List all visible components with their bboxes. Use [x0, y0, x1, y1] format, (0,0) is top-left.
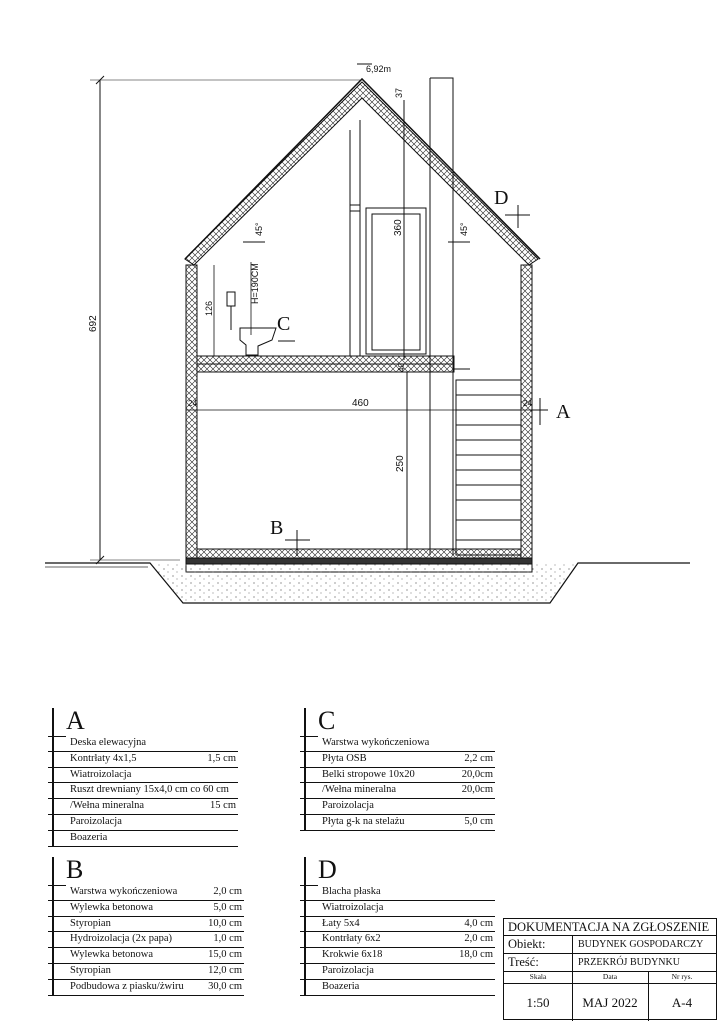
label-d: D	[494, 187, 509, 209]
legend-row: Podbudowa z piasku/żwiru 30,0 cm	[48, 980, 244, 996]
legend-row: Wylewka betonowa 5,0 cm	[48, 901, 244, 917]
legend-row: Boazeria	[48, 831, 238, 847]
drawing-number-label: Nr rys.	[671, 972, 693, 981]
legend-c	[300, 708, 495, 831]
legend-row: Warstwa wykończeniowa 2,0 cm	[48, 885, 244, 901]
legend-row: Boazeria	[300, 980, 495, 996]
legend-c-letter: C	[300, 708, 495, 736]
left-wall	[186, 265, 197, 558]
legend-row: Ruszt drewniany 15x4,0 cm co 60 cm	[48, 783, 238, 799]
content-label: Treść:	[508, 955, 539, 969]
right-wall	[521, 265, 532, 558]
title-block	[503, 918, 717, 1020]
label-b: B	[270, 517, 284, 539]
legend-row: /Wełna mineralna 15 cm	[48, 799, 238, 815]
scale-value: 1:50	[526, 995, 550, 1010]
object-label: Obiekt:	[508, 937, 546, 951]
legend-row: /Wełna mineralna 20,0cm	[300, 783, 495, 799]
legend-row: Styropian 10,0 cm	[48, 917, 244, 933]
stairs	[456, 380, 521, 555]
legend-row: Wylewka betonowa 15,0 cm	[48, 948, 244, 964]
object-value: BUDYNEK GOSPODARCZY	[578, 939, 704, 950]
legend-row: Płyta g-k na stelażu 5,0 cm	[300, 815, 495, 831]
legend-row: Wiatroizolacja	[300, 901, 495, 917]
dim-height-total: 692	[88, 315, 99, 332]
title-block-title: DOKUMENTACJA NA ZGŁOSZENIE	[504, 919, 716, 936]
legend-row: Kontrłaty 6x2 2,0 cm	[300, 932, 495, 948]
legend-a	[48, 708, 238, 847]
legend-b-letter: B	[48, 857, 244, 885]
label-c: C	[277, 313, 291, 335]
dim-ground-floor: 250	[395, 455, 406, 472]
dim-angle-right: 45°	[459, 222, 469, 236]
legend-row: Paroizolacja	[300, 964, 495, 980]
legend-row: Hydroizolacja (2x papa) 1,0 cm	[48, 932, 244, 948]
title-block-header-row	[504, 972, 716, 984]
legend-row: Wiatroizolacja	[48, 768, 238, 784]
dim-slab: 40	[397, 363, 406, 372]
roof-layer	[185, 82, 538, 265]
legend-row: Blacha płaska	[300, 885, 495, 901]
date-label: Data	[602, 972, 618, 981]
legend-b	[48, 857, 244, 996]
legend-d	[300, 857, 495, 996]
label-a: A	[556, 401, 571, 423]
title-block-content-row	[504, 954, 716, 972]
legend-row: Płyta OSB 2,2 cm	[300, 752, 495, 768]
legend-row: Belki stropowe 10x20 20,0cm	[300, 768, 495, 784]
title-block-object-row	[504, 936, 716, 954]
dim-ridge: 6,92m	[366, 64, 392, 74]
content-value: PRZEKRÓJ BUDYNKU	[578, 957, 680, 968]
legend-row: Styropian 12,0 cm	[48, 964, 244, 980]
slab-b	[197, 549, 521, 558]
dim-angle-left: 45°	[254, 222, 264, 236]
legend-row: Paroizolacja	[300, 799, 495, 815]
legend-row: Krokwie 6x18 18,0 cm	[300, 948, 495, 964]
drawing-number-value: A-4	[671, 995, 693, 1010]
date-value: MAJ 2022	[582, 995, 638, 1010]
dim-left-wall: 24	[188, 399, 197, 408]
legend-row: Łaty 5x4 4,0 cm	[300, 917, 495, 933]
dim-roof-top: 37	[394, 87, 404, 98]
legend-row: Paroizolacja	[48, 815, 238, 831]
legend-row: Warstwa wykończeniowa	[300, 736, 495, 752]
dim-wall-h: 126	[204, 300, 214, 316]
legend-row: Kontrłaty 4x1,5 1,5 cm	[48, 752, 238, 768]
legend-d-letter: D	[300, 857, 495, 885]
dim-right-wall: 24	[523, 399, 532, 408]
scale-label: Skala	[529, 972, 547, 981]
legend-row: Deska elewacyjna	[48, 736, 238, 752]
legend-a-letter: A	[48, 708, 238, 736]
chimney	[430, 78, 453, 555]
title-block-values-row	[504, 984, 716, 1021]
dim-width: 460	[352, 398, 369, 409]
dim-window: 360	[393, 219, 404, 236]
dim-toilet: H=190CM	[250, 263, 260, 304]
